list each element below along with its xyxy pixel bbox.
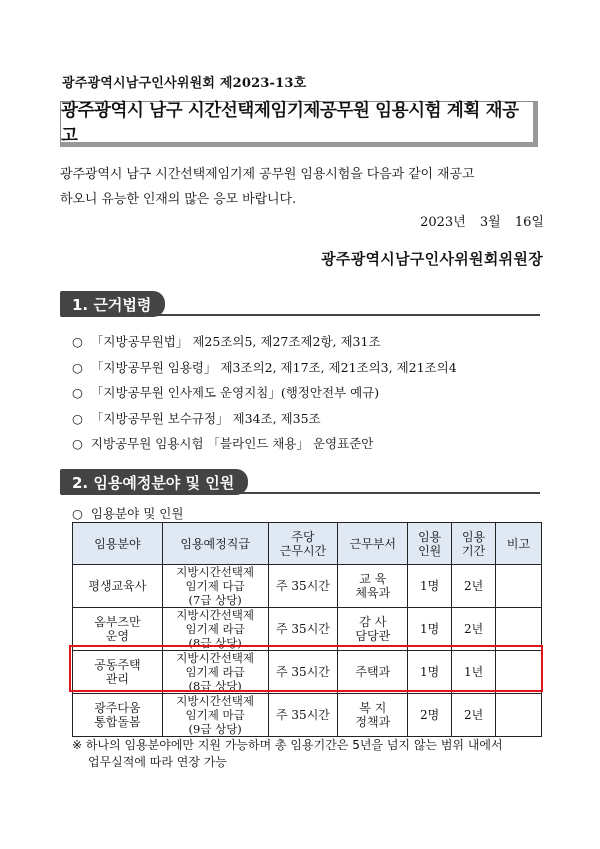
circle-bullet-icon: ○ — [72, 410, 83, 426]
circle-bullet-icon: ○ — [72, 506, 83, 521]
legal-basis-list — [72, 329, 457, 457]
cell-hours: 주 35시간 — [268, 694, 338, 737]
cell-count: 2명 — [408, 694, 452, 737]
circle-bullet-icon: ○ — [72, 436, 83, 451]
circle-bullet-icon: ○ — [72, 385, 83, 400]
header-position: 임용예정직급 — [162, 523, 268, 565]
announcement-date — [410, 211, 544, 230]
date-year: 2023년 — [420, 215, 466, 230]
cell-position: 지방시간선택제 임기제 마급 (9급 상당) — [162, 694, 268, 737]
header-count: 임용 인원 — [408, 523, 452, 565]
cell-position: 지방시간선택제 임기제 라급 (8급 상당) — [162, 608, 268, 651]
list-item: ○ 지방공무원 임용시험 「블라인드 채용」 운영표준안 — [72, 436, 374, 451]
cell-term: 2년 — [452, 608, 496, 651]
cell-field: 공동주택 관리 — [73, 651, 163, 694]
intro-line-1: 광주광역시 남구 시간선택제임기제 공무원 임용시험을 다음과 같이 재공고 — [60, 167, 475, 182]
header-remark: 비고 — [496, 523, 542, 565]
header-hours: 주당 근무시간 — [268, 523, 338, 565]
circle-bullet-icon: ○ — [72, 334, 83, 349]
intro-paragraph — [60, 162, 550, 212]
signer: 광주광역시남구인사위원회위원장 — [321, 250, 543, 268]
list-item: ○ 「지방공무원 인사제도 운영지침」(행정안전부 예규) — [72, 385, 380, 400]
footnote-line-2: 업무실적에 따라 연장 가능 — [88, 755, 227, 769]
table-header-row — [73, 523, 542, 565]
document-number: 광주광역시남구인사위원회 제2023-13호 — [62, 76, 307, 91]
cell-remark — [496, 694, 542, 737]
cell-dept: 교 육 체육과 — [338, 565, 408, 608]
cell-field: 평생교육사 — [73, 565, 163, 608]
table-row — [73, 694, 542, 737]
sub-label: ○ 임용분야 및 인원 — [72, 506, 184, 521]
document-title: 광주광역시 남구 시간선택제임기제공무원 임용시험 계획 재공고 — [61, 101, 519, 146]
cell-term: 1년 — [452, 651, 496, 694]
cell-hours: 주 35시간 — [268, 651, 338, 694]
footnote-line-1: ※ 하나의 임용분야에만 지원 가능하며 총 임용기간은 5년을 넘지 않는 범위 내에서 — [72, 738, 503, 752]
footnote — [72, 737, 503, 771]
cell-term: 2년 — [452, 565, 496, 608]
recruitment-table — [72, 522, 542, 737]
circle-bullet-icon: ○ — [72, 359, 83, 375]
table-row — [73, 565, 542, 608]
cell-position: 지방시간선택제 임기제 라급 (8급 상당) — [162, 651, 268, 694]
list-item: ○ 「지방공무원법」 제25조의5, 제27조제2항, 제31조 — [72, 334, 381, 349]
highlight-box — [69, 645, 543, 692]
title-box — [60, 101, 538, 147]
cell-count: 1명 — [408, 565, 452, 608]
cell-term: 2년 — [452, 694, 496, 737]
intro-line-2: 하오니 유능한 인재의 많은 응모 바랍니다. — [60, 192, 296, 207]
cell-count: 1명 — [408, 651, 452, 694]
section-2-heading: 2. 임용예정분야 및 인원 — [60, 469, 248, 495]
cell-field: 옴부즈만 운영 — [73, 608, 163, 651]
list-item: ○ 「지방공무원 임용령」 제3조의2, 제17조, 제21조의3, 제21조의4 — [72, 359, 457, 375]
cell-hours: 주 35시간 — [268, 608, 338, 651]
cell-position: 지방시간선택제 임기제 다급 (7급 상당) — [162, 565, 268, 608]
date-month: 3월 — [479, 215, 501, 230]
header-term: 임용 기간 — [452, 523, 496, 565]
list-item: ○ 「지방공무원 보수규정」 제34조, 제35조 — [72, 410, 321, 426]
section-1-heading: 1. 근거법령 — [60, 291, 165, 317]
cell-hours: 주 35시간 — [268, 565, 338, 608]
cell-field: 광주다움 통합돌봄 — [73, 694, 163, 737]
cell-dept: 주택과 — [338, 651, 408, 694]
date-day: 16일 — [514, 215, 544, 230]
cell-remark — [496, 565, 542, 608]
cell-dept: 감 사 담당관 — [338, 608, 408, 651]
cell-dept: 복 지 정책과 — [338, 694, 408, 737]
header-dept: 근무부서 — [338, 523, 408, 565]
header-field: 임용분야 — [73, 523, 163, 565]
cell-count: 1명 — [408, 608, 452, 651]
